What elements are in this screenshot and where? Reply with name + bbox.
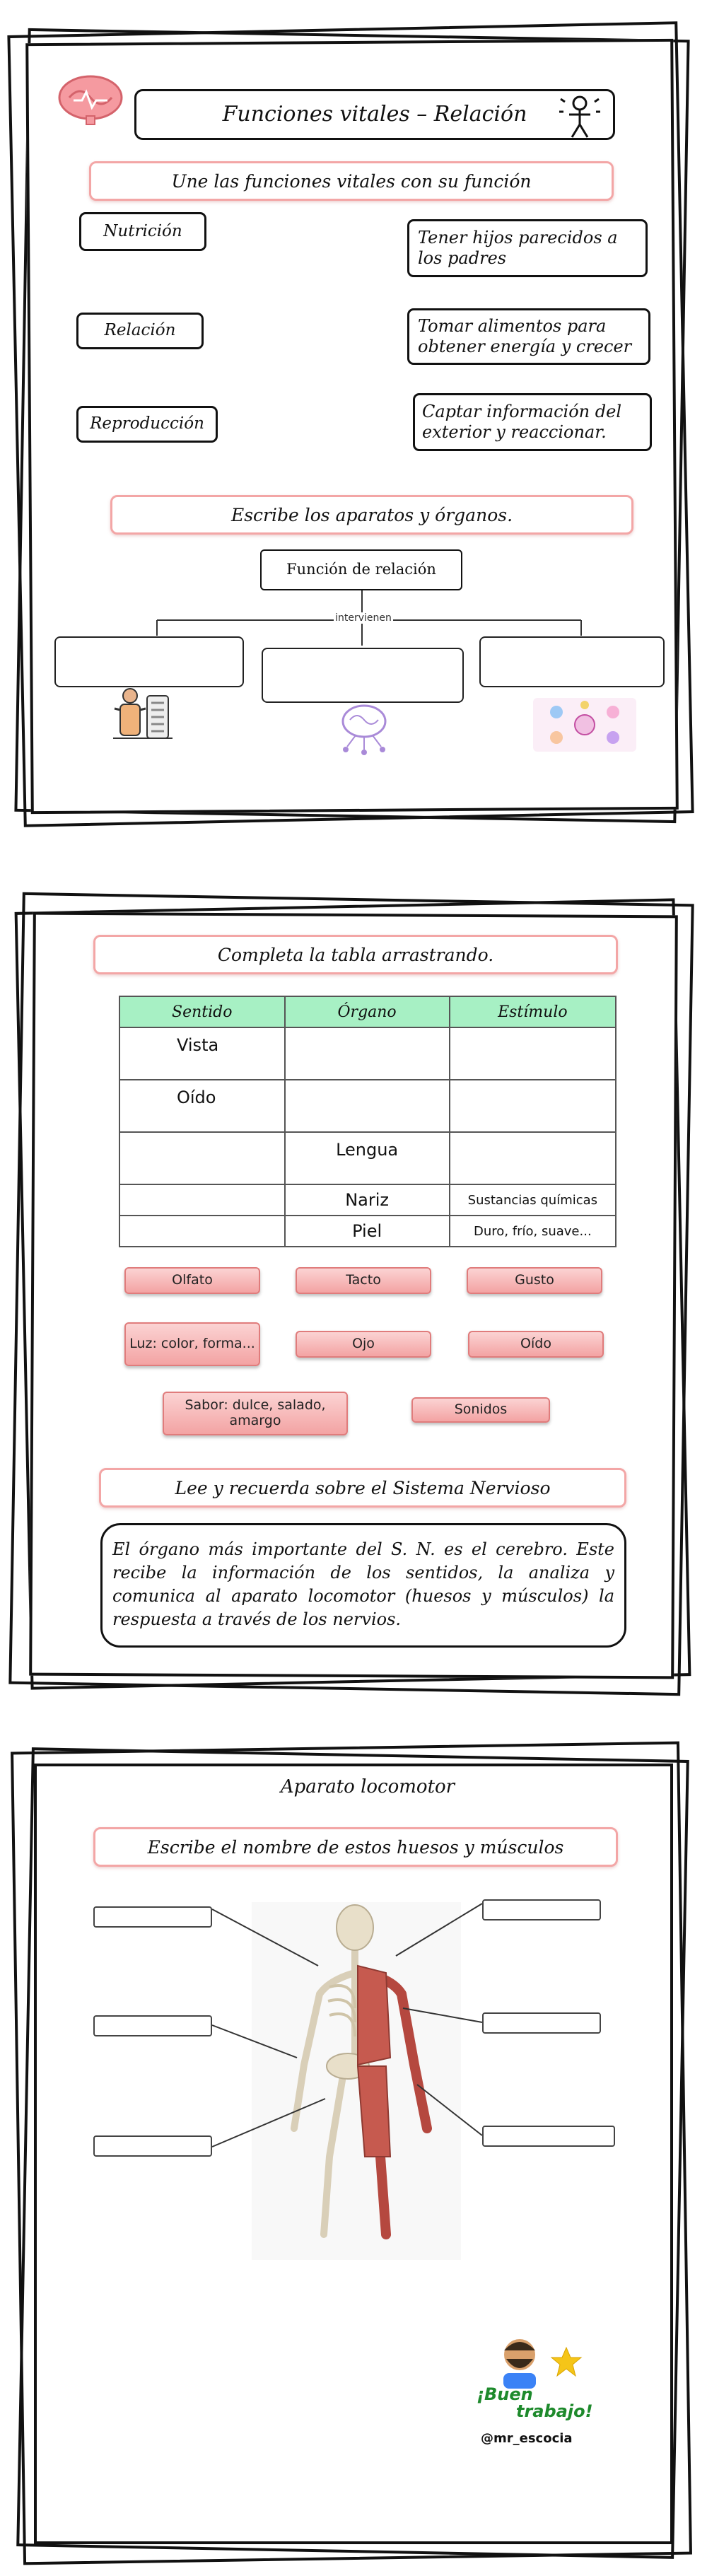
bone-label-input[interactable] (93, 1906, 212, 1928)
page-title: Aparato locomotor (280, 1776, 455, 1797)
table-row (119, 1027, 616, 1080)
person-icon (555, 92, 604, 141)
badge-text-line1: ¡Buen (477, 2384, 533, 2404)
table-cell[interactable] (450, 1132, 616, 1184)
drag-item-luz[interactable]: Luz: color, forma... (124, 1322, 260, 1366)
drag-item-sonidos[interactable]: Sonidos (411, 1397, 550, 1423)
diagram-root-box: Función de relación (260, 549, 462, 590)
drag-item-tacto[interactable]: Tacto (296, 1267, 431, 1294)
function-reproduccion[interactable]: Reproducción (76, 406, 218, 443)
description-nutricion[interactable]: Tomar alimentos para obtener energía y crecer (407, 308, 650, 365)
section-heading-bones: Escribe el nombre de estos huesos y músculos (93, 1827, 618, 1867)
senses-table (119, 996, 617, 1247)
muscle-label-input[interactable] (482, 2126, 615, 2147)
muscle-label-input[interactable] (482, 2012, 601, 2034)
table-cell[interactable]: Duro, frío, suave... (450, 1216, 616, 1247)
table-cell[interactable] (119, 1216, 285, 1247)
table-cell[interactable] (119, 1184, 285, 1216)
table-cell[interactable]: Nariz (285, 1184, 450, 1216)
table-cell[interactable] (285, 1027, 450, 1080)
table-row (119, 1184, 616, 1216)
reading-text-box: El órgano más importante del S. N. es el cerebro. Este recibe la información de los sentidos, la analiza y comunica al aparato locomotor (huesos y músculos) la respuesta a través de los nervios. (100, 1523, 626, 1648)
description-relacion[interactable]: Captar información del exterior y reaccionar. (413, 393, 652, 451)
column-header: Órgano (285, 996, 450, 1027)
table-cell[interactable]: Sustancias químicas (450, 1184, 616, 1216)
section-heading-table: Completa la tabla arrastrando. (93, 935, 618, 974)
table-cell[interactable] (119, 1132, 285, 1184)
description-reproduccion[interactable]: Tener hijos parecidos a los padres (407, 219, 648, 277)
table-cell[interactable]: Lengua (285, 1132, 450, 1184)
worksheet-page-3 (0, 1725, 707, 2576)
nervous-system-icon (329, 700, 399, 764)
column-header: Sentido (119, 996, 285, 1027)
brain-icon (55, 71, 126, 127)
worksheet-page-1 (0, 0, 707, 834)
drag-item-olfato[interactable]: Olfato (124, 1267, 260, 1294)
muscle-label-input[interactable] (482, 1899, 601, 1921)
answer-box-left[interactable] (54, 636, 244, 687)
diagram-connector-label: intervienen (334, 612, 393, 624)
answer-box-center[interactable] (262, 648, 464, 703)
table-cell[interactable]: Piel (285, 1216, 450, 1247)
badge-text-line2: trabajo! (516, 2401, 593, 2421)
table-row (119, 1080, 616, 1132)
section-heading-nervous: Lee y recuerda sobre el Sistema Nervioso (99, 1468, 626, 1508)
page-title: Funciones vitales – Relación (134, 89, 615, 140)
table-row (119, 1216, 616, 1247)
table-cell[interactable]: Vista (119, 1027, 285, 1080)
function-nutricion[interactable]: Nutrición (79, 212, 206, 251)
star-icon (550, 2346, 583, 2377)
drag-item-sabor[interactable]: Sabor: dulce, salado, amargo (163, 1392, 348, 1435)
drag-item-oido[interactable]: Oído (468, 1331, 604, 1358)
function-relacion[interactable]: Relación (76, 313, 204, 349)
answer-box-right[interactable] (479, 636, 665, 687)
section-heading-match: Une las funciones vitales con su función (89, 161, 614, 201)
good-job-badge (467, 2333, 608, 2461)
worksheet-page-2 (0, 877, 707, 1711)
bone-label-input[interactable] (93, 2135, 212, 2157)
senses-icon (532, 697, 638, 753)
table-cell[interactable] (450, 1027, 616, 1080)
table-cell[interactable] (450, 1080, 616, 1132)
author-handle: @mr_escocia (481, 2431, 573, 2446)
bone-label-input[interactable] (93, 2015, 212, 2036)
drag-item-gusto[interactable]: Gusto (467, 1267, 602, 1294)
teacher-avatar-icon (495, 2333, 544, 2389)
table-header-row (119, 996, 616, 1027)
column-header: Estímulo (450, 996, 616, 1027)
body-organs-icon (105, 686, 182, 745)
drag-item-ojo[interactable]: Ojo (296, 1331, 431, 1358)
table-cell[interactable]: Oído (119, 1080, 285, 1132)
table-cell[interactable] (285, 1080, 450, 1132)
section-heading-organs: Escribe los aparatos y órganos. (110, 495, 633, 535)
table-row (119, 1132, 616, 1184)
